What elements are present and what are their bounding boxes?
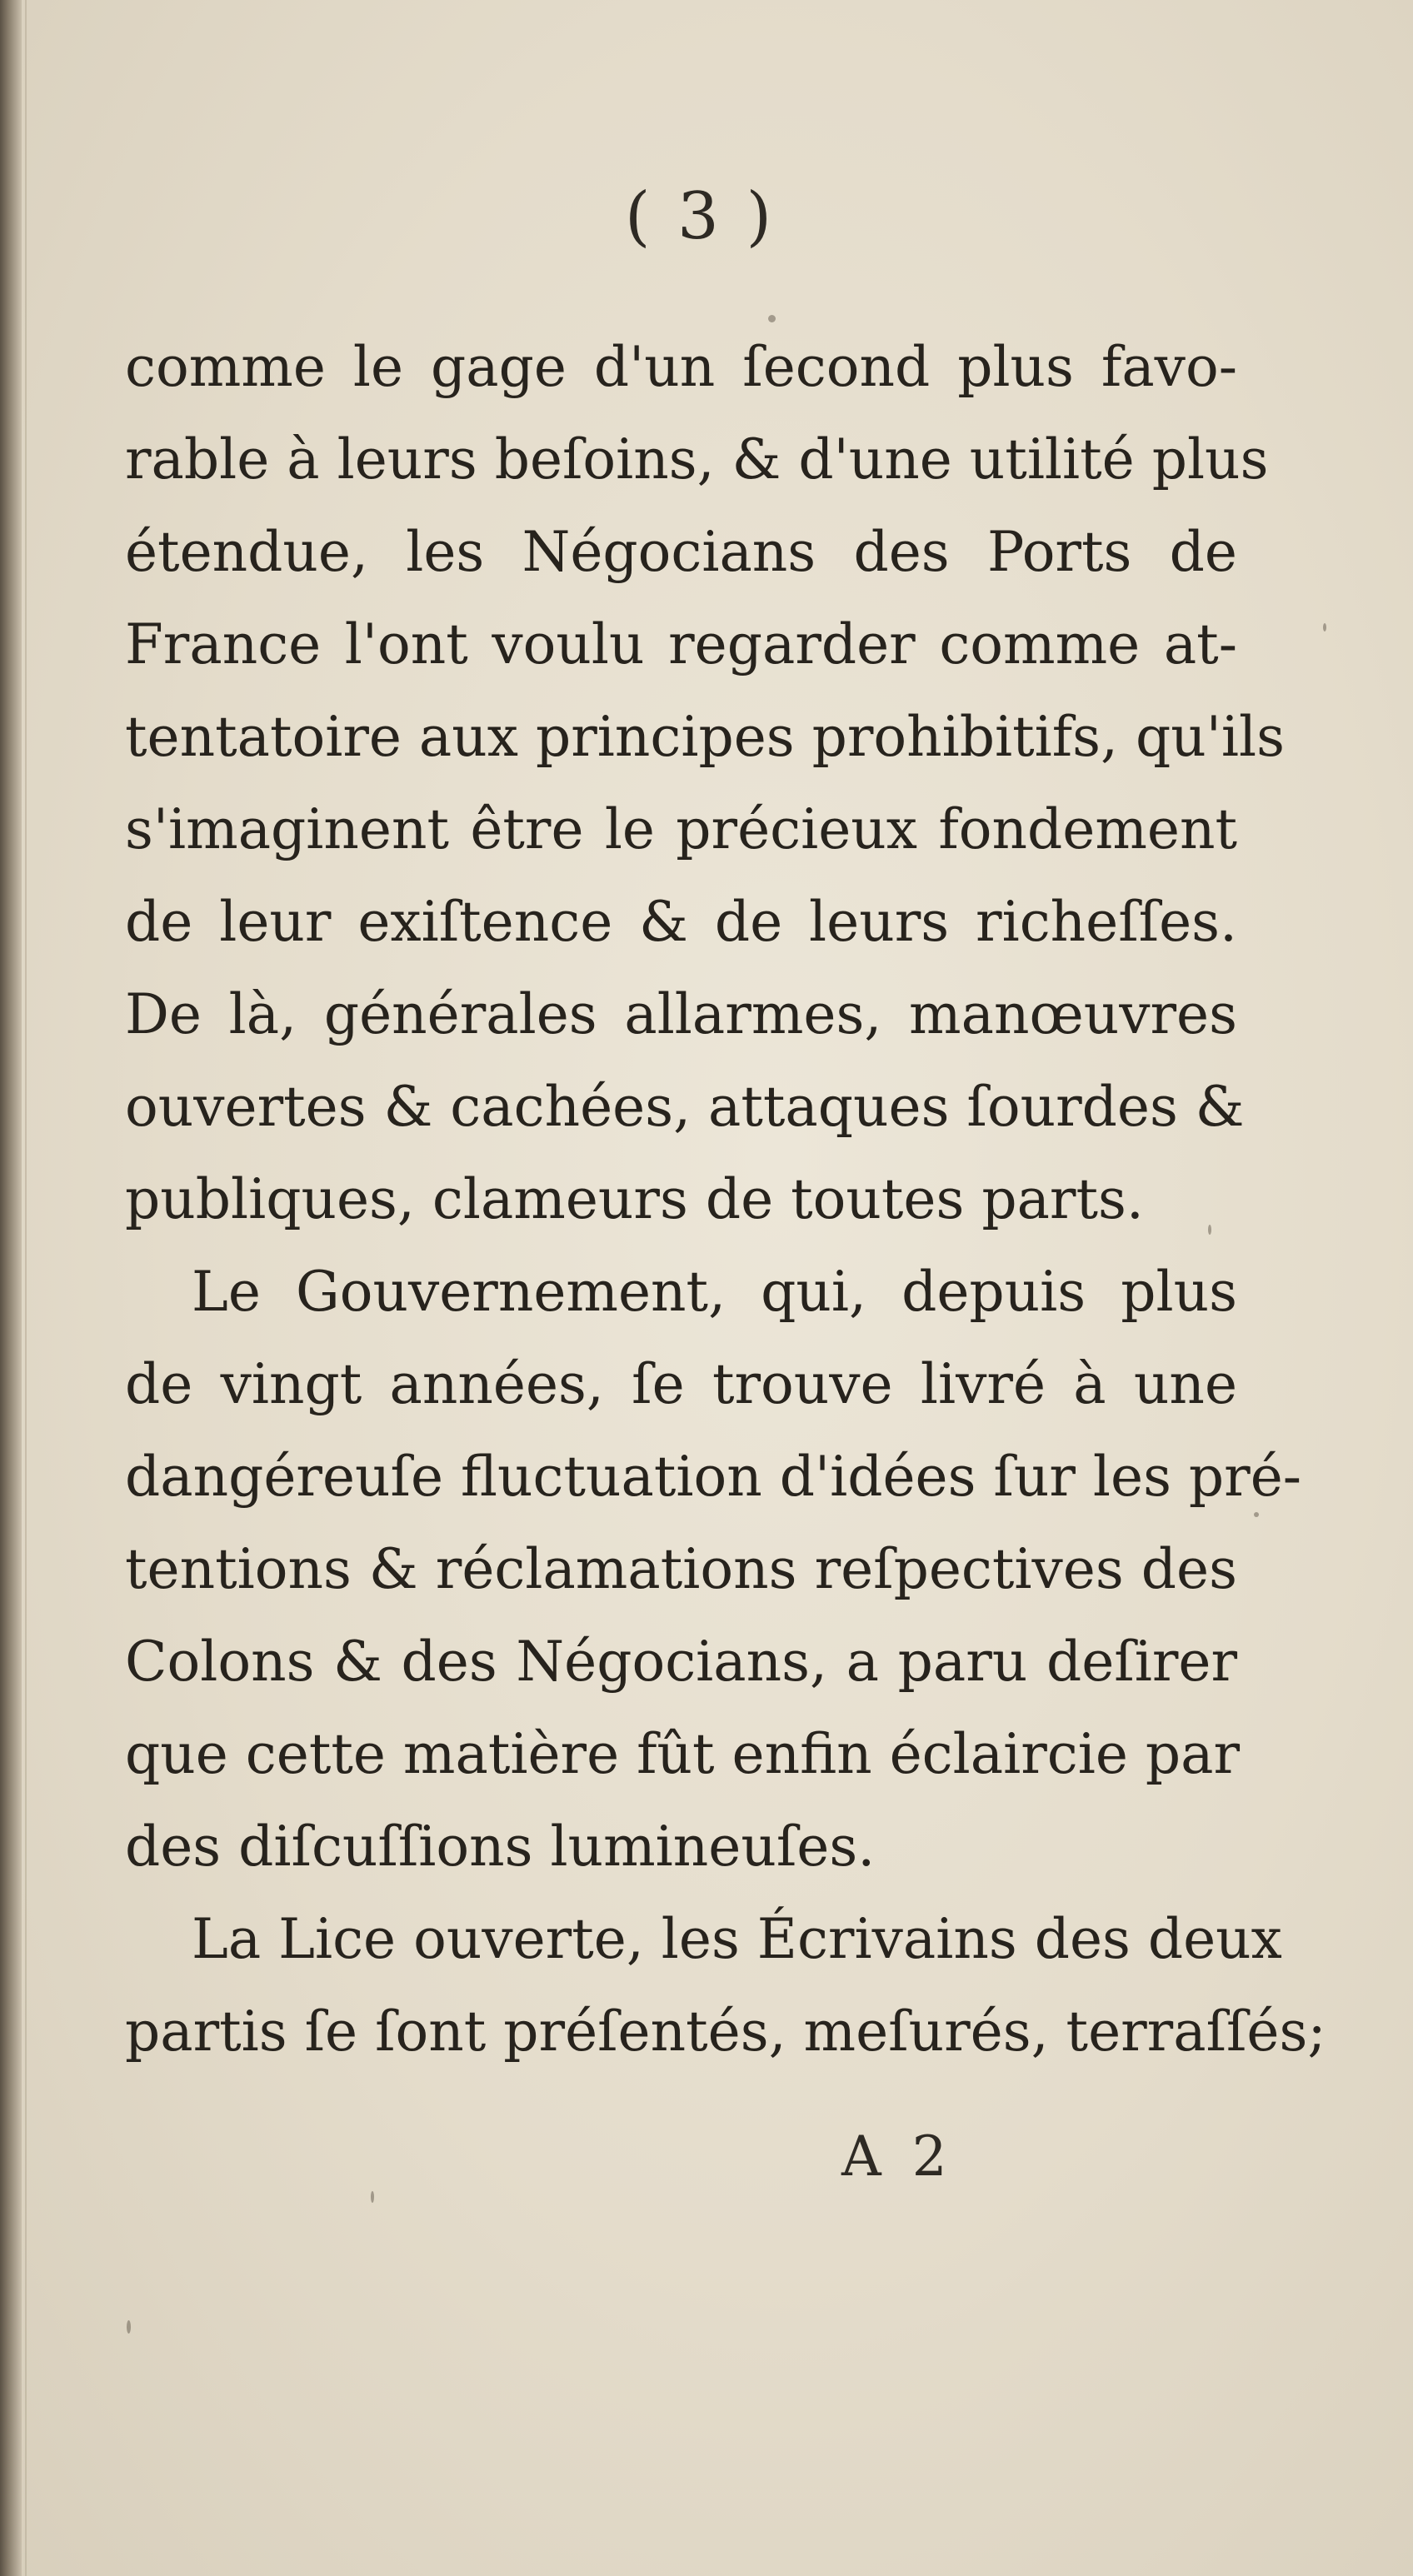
paper-speck <box>1254 1512 1259 1517</box>
page-binding-edge <box>0 0 22 2576</box>
text-line: Colons & des Négocians, a paru deſirer <box>125 1630 1237 1694</box>
text-line: de leur exiſtence & de leurs richeſſes. <box>125 890 1237 954</box>
paper-speck <box>127 2320 131 2334</box>
text-line: Le Gouvernement, qui, depuis plus <box>192 1260 1237 1324</box>
text-line: que cette matière fût enfin éclaircie par <box>125 1722 1241 1786</box>
text-line: partis ſe ſont préſentés, meſurés, terraſſés; <box>125 1999 1326 2064</box>
text-line: de vingt années, ſe trouve livré à une <box>125 1352 1237 1416</box>
page-number: ( 3 ) <box>624 179 776 254</box>
paper-speck <box>1323 623 1326 632</box>
signature-mark: A 2 <box>841 2124 954 2189</box>
text-line: étendue, les Négocians des Ports de <box>125 520 1237 584</box>
text-line: rable à leurs beſoins, & d'une utilité plus <box>125 427 1269 492</box>
text-line: des diſcuſſions lumineuſes. <box>125 1815 876 1879</box>
text-line: tentions & réclamations reſpectives des <box>125 1537 1237 1601</box>
text-line: dangéreuſe fluctuation d'idées ſur les pré- <box>125 1445 1302 1509</box>
page-crease <box>25 0 27 2576</box>
text-line: ouvertes & cachées, attaques ſourdes & <box>125 1075 1245 1139</box>
paper-speck <box>371 2191 374 2203</box>
text-line: comme le gage d'un ſecond plus favo- <box>125 335 1237 399</box>
text-line: France l'ont voulu regarder comme at- <box>125 612 1237 676</box>
body-text <box>125 321 1326 2078</box>
text-line: s'imaginent être le précieux fondement <box>125 797 1237 861</box>
text-line: De là, générales allarmes, manœuvres <box>125 982 1237 1046</box>
text-line: La Lice ouverte, les Écrivains des deux <box>192 1907 1282 1971</box>
text-line: publiques, clameurs de toutes parts. <box>125 1167 1144 1231</box>
text-line: tentatoire aux principes prohibitifs, qu'ils <box>125 705 1285 769</box>
